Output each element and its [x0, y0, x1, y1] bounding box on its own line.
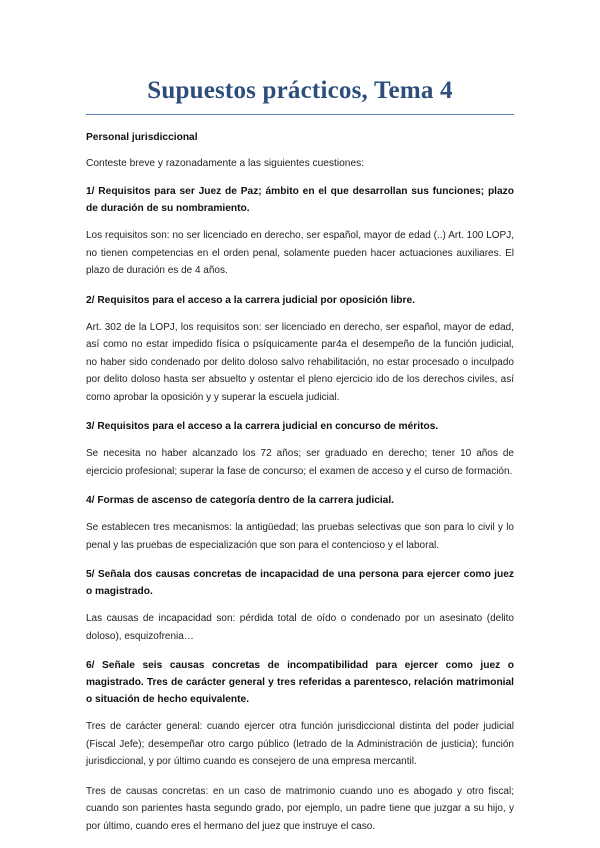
answer-2: Art. 302 de la LOPJ, los requisitos son: ser licenciado en derecho, ser español, mayor de edad, así como no estar impedido física o psíquicamente par4a el desempeño de la función judicial, no haber sido condenado por delito doloso salvo rehabilitación, no estar procesado o inculpado por delito doloso hasta ser absuelto y ostentar el pleno ejercicio ido de los derechos civiles, así como aprobar la oposición y y superar la escuela judicial. [86, 321, 514, 403]
question-4: 4/ Formas de ascenso de categoría dentro de la carrera judicial. [86, 495, 395, 506]
question-3: 3/ Requisitos para el acceso a la carrera judicial en concurso de méritos. [86, 421, 439, 432]
intro-text: Conteste breve y razonadamente a las siguientes cuestiones: [86, 158, 365, 169]
answer-5: Las causas de incapacidad son: pérdida total de oído o condenado por un asesinato (delito doloso), esquizofrenia… [86, 613, 514, 642]
title-divider [86, 114, 514, 115]
question-6: 6/ Señale seis causas concretas de incompatibilidad para ejercer como juez o magistrado. Tres de carácter general y tres referidas a parentesco, relación matrimonial o situación de hecho equivalente. [86, 660, 514, 705]
answer-1: Los requisitos son: no ser licenciado en derecho, ser español, mayor de edad (..) Art. 100 LOPJ, no tienen competencias en el orden penal, solamente pueden hacer actuaciones auxiliares. El plazo de duración es de 4 años. [86, 230, 514, 276]
question-2: 2/ Requisitos para el acceso a la carrera judicial por oposición libre. [86, 294, 415, 306]
question-1: 1/ Requisitos para ser Juez de Paz; ámbito en el que desarrollan sus funciones; plazo de duración de su nombramiento. [86, 186, 514, 214]
answer-4: Se establecen tres mecanismos: la antigüedad; las pruebas selectivas que son para lo civil y lo penal y las pruebas de especialización que son para el contencioso y el laboral. [86, 522, 514, 551]
page-title: Supuestos prácticos, Tema 4 [147, 77, 453, 104]
question-5: 5/ Señala dos causas concretas de incapacidad de una persona para ejercer como juez o magistrado. [86, 569, 514, 597]
answer-6b: Tres de causas concretas: en un caso de matrimonio cuando uno es abogado y otro fiscal; cuando son parientes hasta segundo grado, por ejemplo, un padre tiene que juzgar a su hijo, y por último, cuando eres el hermano del juez que instruye el caso. [86, 785, 514, 832]
section-subtitle: Personal jurisdiccional [86, 132, 198, 143]
answer-6a: Tres de carácter general: cuando ejercer otra función jurisdiccional distinta del poder judicial (Fiscal Jefe); desempeñar otro cargo público (letrado de la Administración de justicia); función jurisdiccional, y por último cuando es consejero de una empresa mercantil. [86, 721, 514, 767]
answer-3: Se necesita no haber alcanzado los 72 años; ser graduado en derecho; tener 10 años de ejercicio profesional; superar la fase de concurso; el examen de acceso y el curso de formación. [86, 448, 514, 477]
